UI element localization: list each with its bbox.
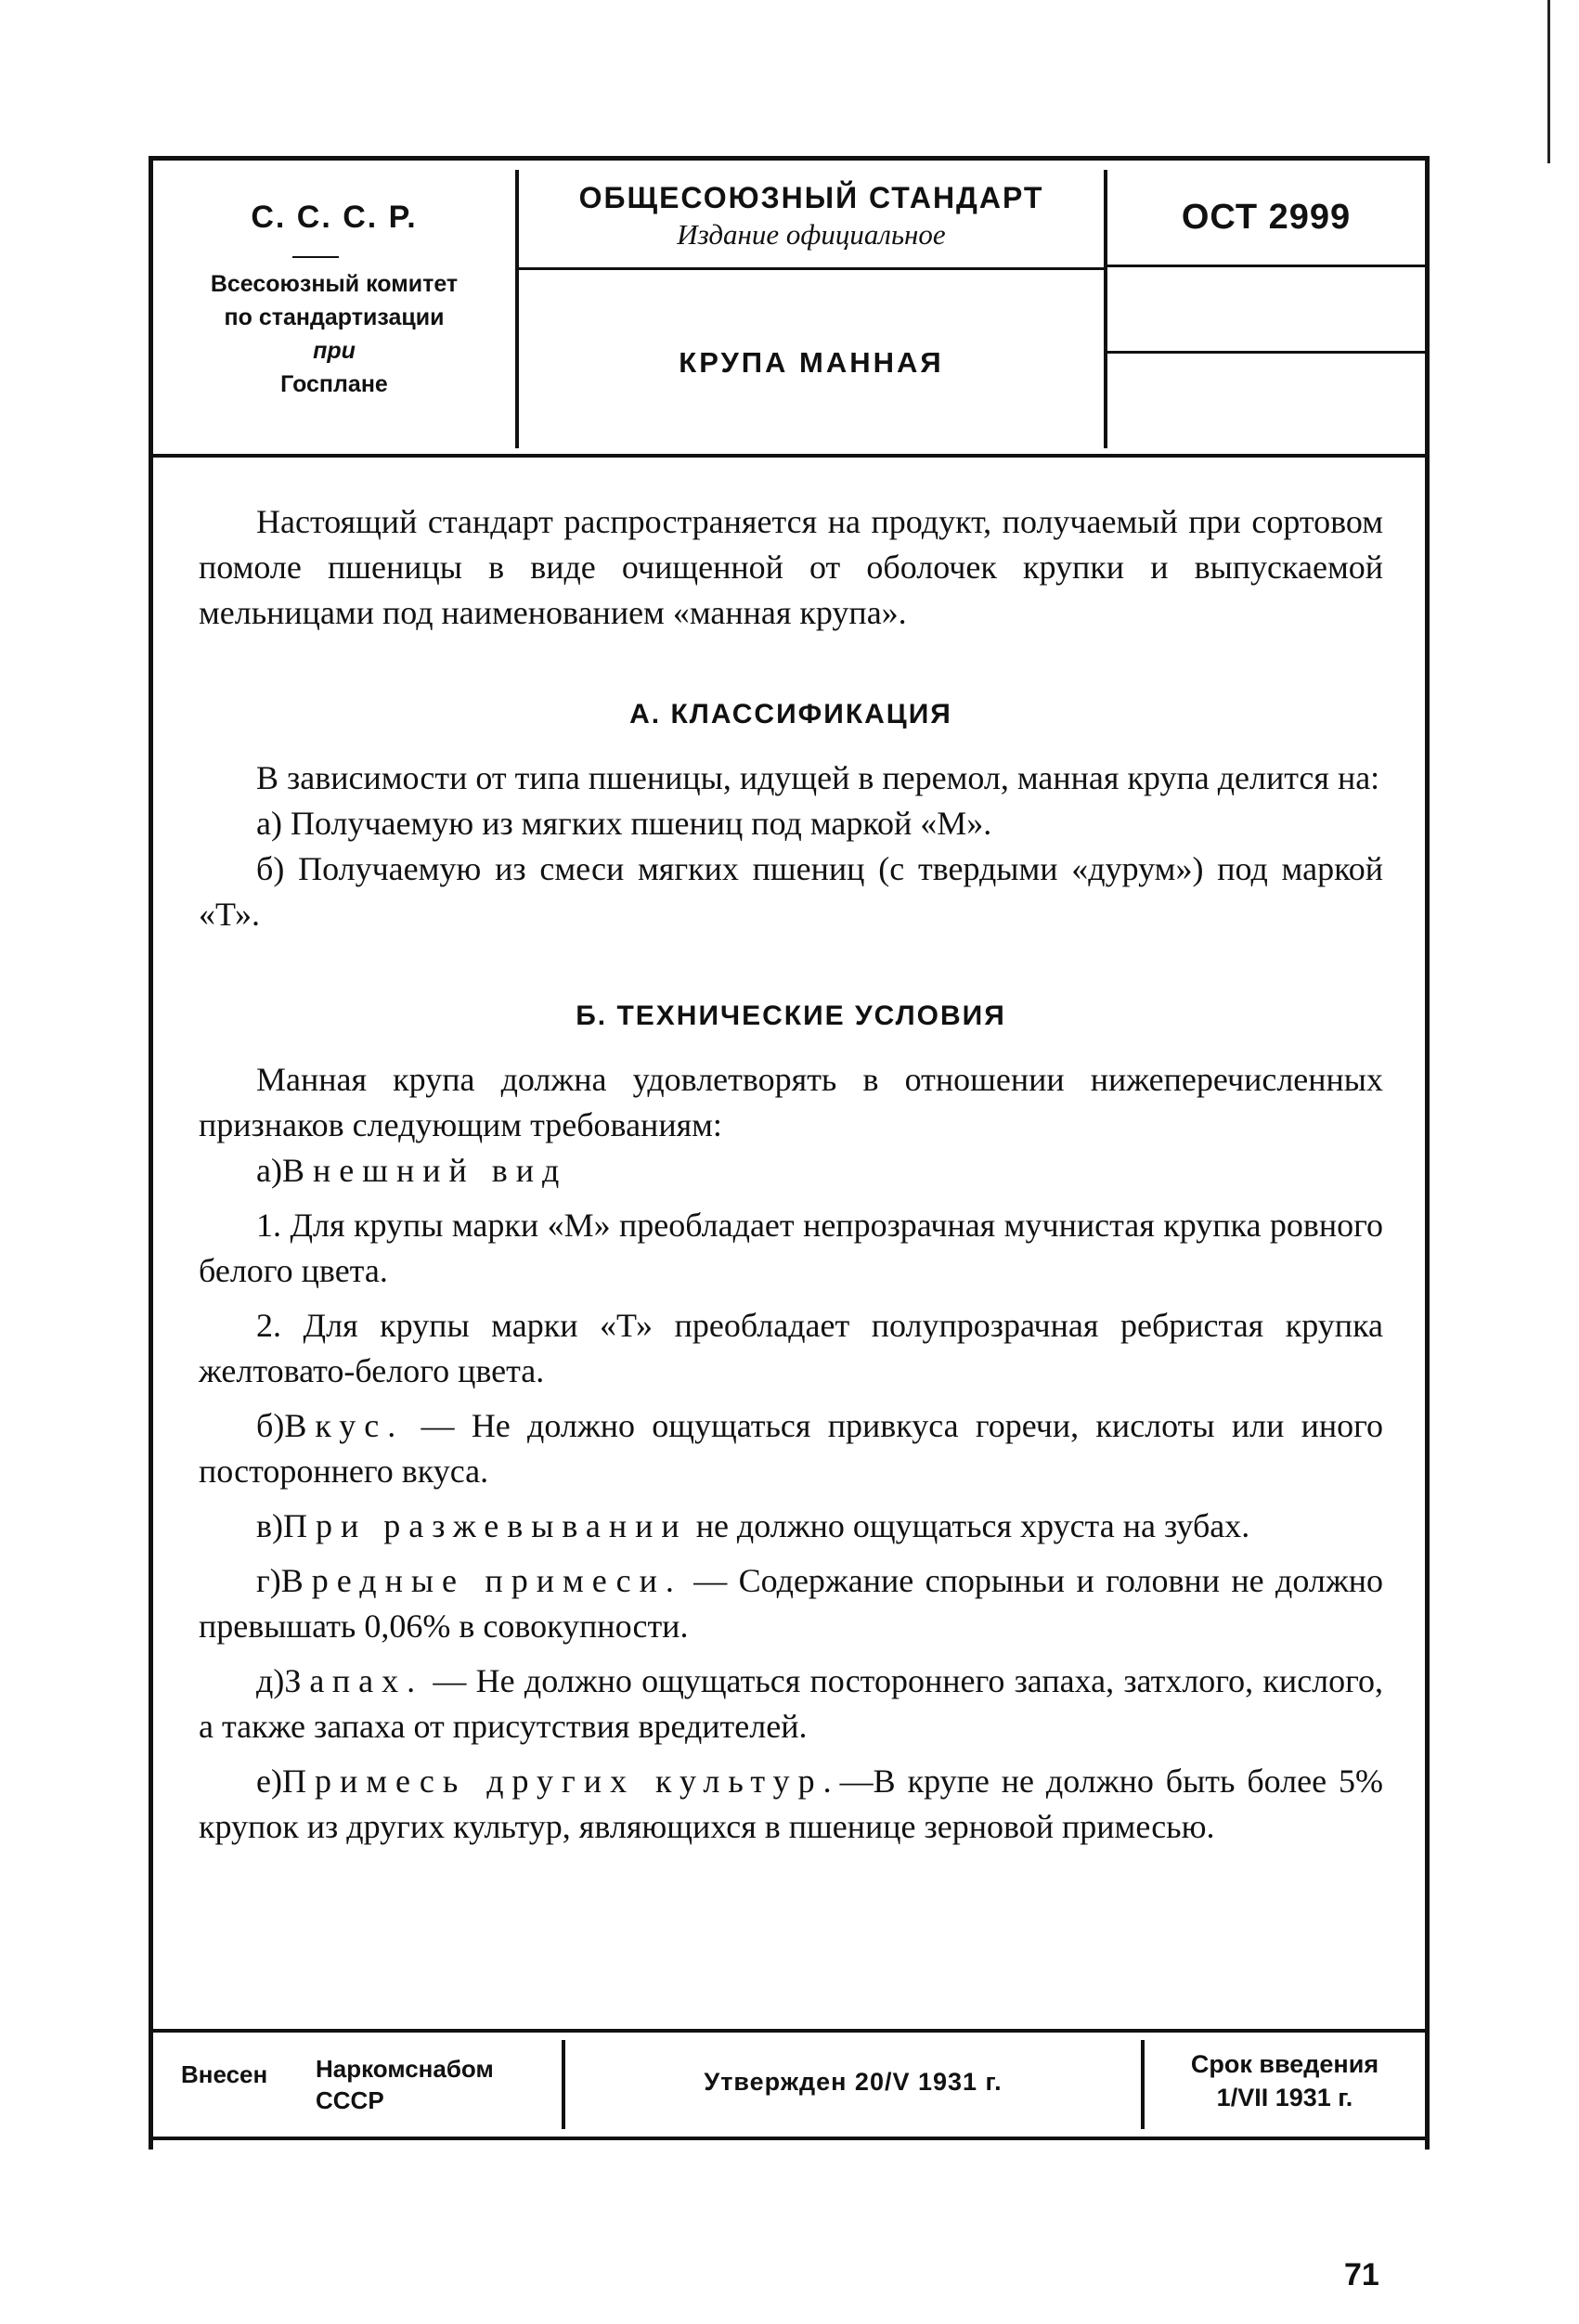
standard-header <box>153 161 1425 458</box>
standard-title: КРУПА МАННАЯ <box>679 346 944 379</box>
submitted-by-line-1: Наркомснабом <box>316 2055 494 2083</box>
item-text: — Не должно ощущаться постороннего запаха, затхлого, кислого, а также запаха от присутствия вредителей. <box>199 1662 1383 1745</box>
submitted-by-line-2: СССР <box>316 2086 384 2114</box>
code-rule-2 <box>1107 351 1425 354</box>
item-label: Примесь других культур. <box>281 1762 840 1800</box>
effective-label: Срок введения <box>1190 2050 1379 2078</box>
item-harmful-impurities <box>199 1558 1383 1649</box>
item-other-crops <box>199 1759 1383 1850</box>
standard-footer <box>153 2029 1425 2140</box>
item-prefix: г) <box>256 1562 281 1599</box>
issuer-organization <box>153 267 515 401</box>
item-prefix: б) <box>256 1407 285 1444</box>
item-label: Вкус. <box>284 1407 405 1444</box>
country-underline <box>292 256 339 258</box>
title-rule <box>519 267 1104 270</box>
item-appearance <box>199 1148 1383 1194</box>
item-chewing <box>199 1504 1383 1549</box>
country-label: С. С. С. Р. <box>251 200 418 235</box>
org-line-1: Всесоюзный комитет <box>210 271 459 297</box>
submitted-block <box>153 2033 562 2137</box>
item-label: При разжевывании <box>283 1507 688 1544</box>
standard-code: ОСТ 2999 <box>1181 198 1352 237</box>
document-body <box>199 499 1383 1850</box>
section-a-item-a: а) Получаемую из мягких пшениц под маркой «М». <box>256 805 992 842</box>
section-a-item-b: б) Получаемую из смеси мягких пшениц (с твердыми «дурум») под маркой «Т». <box>199 850 1383 933</box>
org-line-3: при <box>313 338 356 364</box>
org-line-2: по стандартизации <box>224 304 445 330</box>
section-a-heading: А. КЛАССИФИКАЦИЯ <box>629 699 952 729</box>
section-b-heading: Б. ТЕХНИЧЕСКИЕ УСЛОВИЯ <box>576 1001 1006 1031</box>
item-prefix: а) <box>256 1152 282 1189</box>
approved-date: Утвержден 20/V 1931 г. <box>704 2068 1003 2096</box>
standard-title-block <box>519 161 1104 454</box>
item-prefix: в) <box>256 1507 283 1544</box>
standard-type: ОБЩЕСОЮЗНЫЙ СТАНДАРТ <box>578 181 1044 214</box>
item-text: —В крупе не должно быть более 5% крупок из других культур, являющихся в пшенице зерновой примесью. <box>199 1762 1383 1845</box>
issuer-block <box>153 161 515 454</box>
item-taste <box>199 1403 1383 1494</box>
approved-block <box>565 2033 1141 2137</box>
section-a-intro: В зависимости от типа пшеницы, идущей в перемол, манная крупа делится на: <box>256 759 1380 796</box>
intro-paragraph: Настоящий стандарт распространяется на продукт, получаемый при сортовом помоле пшеницы в виде очищенной от оболочек крупки и выпускаемой мельницами под наименованием «манная крупа». <box>199 503 1383 631</box>
standard-code-block <box>1107 161 1425 454</box>
item-text: — Содержание спорыньи и головни не должно превышать 0,06% в совокупности. <box>199 1562 1383 1645</box>
page-number: 71 <box>1344 2257 1379 2292</box>
page-edge-line <box>1547 0 1550 163</box>
item-prefix: д) <box>256 1662 285 1699</box>
code-rule-1 <box>1107 265 1425 267</box>
edition-label: Издание официальное <box>677 218 946 251</box>
section-b-intro: Манная крупа должна удовлетворять в отношении нижеперечисленных признаков следующим требованиям: <box>199 1061 1383 1143</box>
item-smell <box>199 1659 1383 1749</box>
submitted-by <box>316 2053 494 2116</box>
item-text: не должно ощущаться хруста на зубах. <box>687 1507 1250 1544</box>
org-line-4: Госплане <box>280 371 388 397</box>
submitted-label: Внесен <box>181 2060 268 2088</box>
item-label: Внешний вид <box>281 1152 568 1189</box>
item-text: — Не должно ощущаться привкуса горечи, кислоты или иного постороннего вкуса. <box>199 1407 1383 1490</box>
effective-block <box>1145 2033 1425 2137</box>
item-prefix: е) <box>256 1762 282 1800</box>
effective-date: 1/VII 1931 г. <box>1216 2084 1353 2111</box>
item-appearance-2: 2. Для крупы марки «Т» преобладает полупрозрачная ребристая крупка желтовато-белого цвета. <box>199 1307 1383 1389</box>
item-appearance-1: 1. Для крупы марки «М» преобладает непрозрачная мучнистая крупка ровного белого цвета. <box>199 1207 1383 1289</box>
item-label: Запах. <box>284 1662 424 1699</box>
item-label: Вредные примеси. <box>280 1562 682 1599</box>
